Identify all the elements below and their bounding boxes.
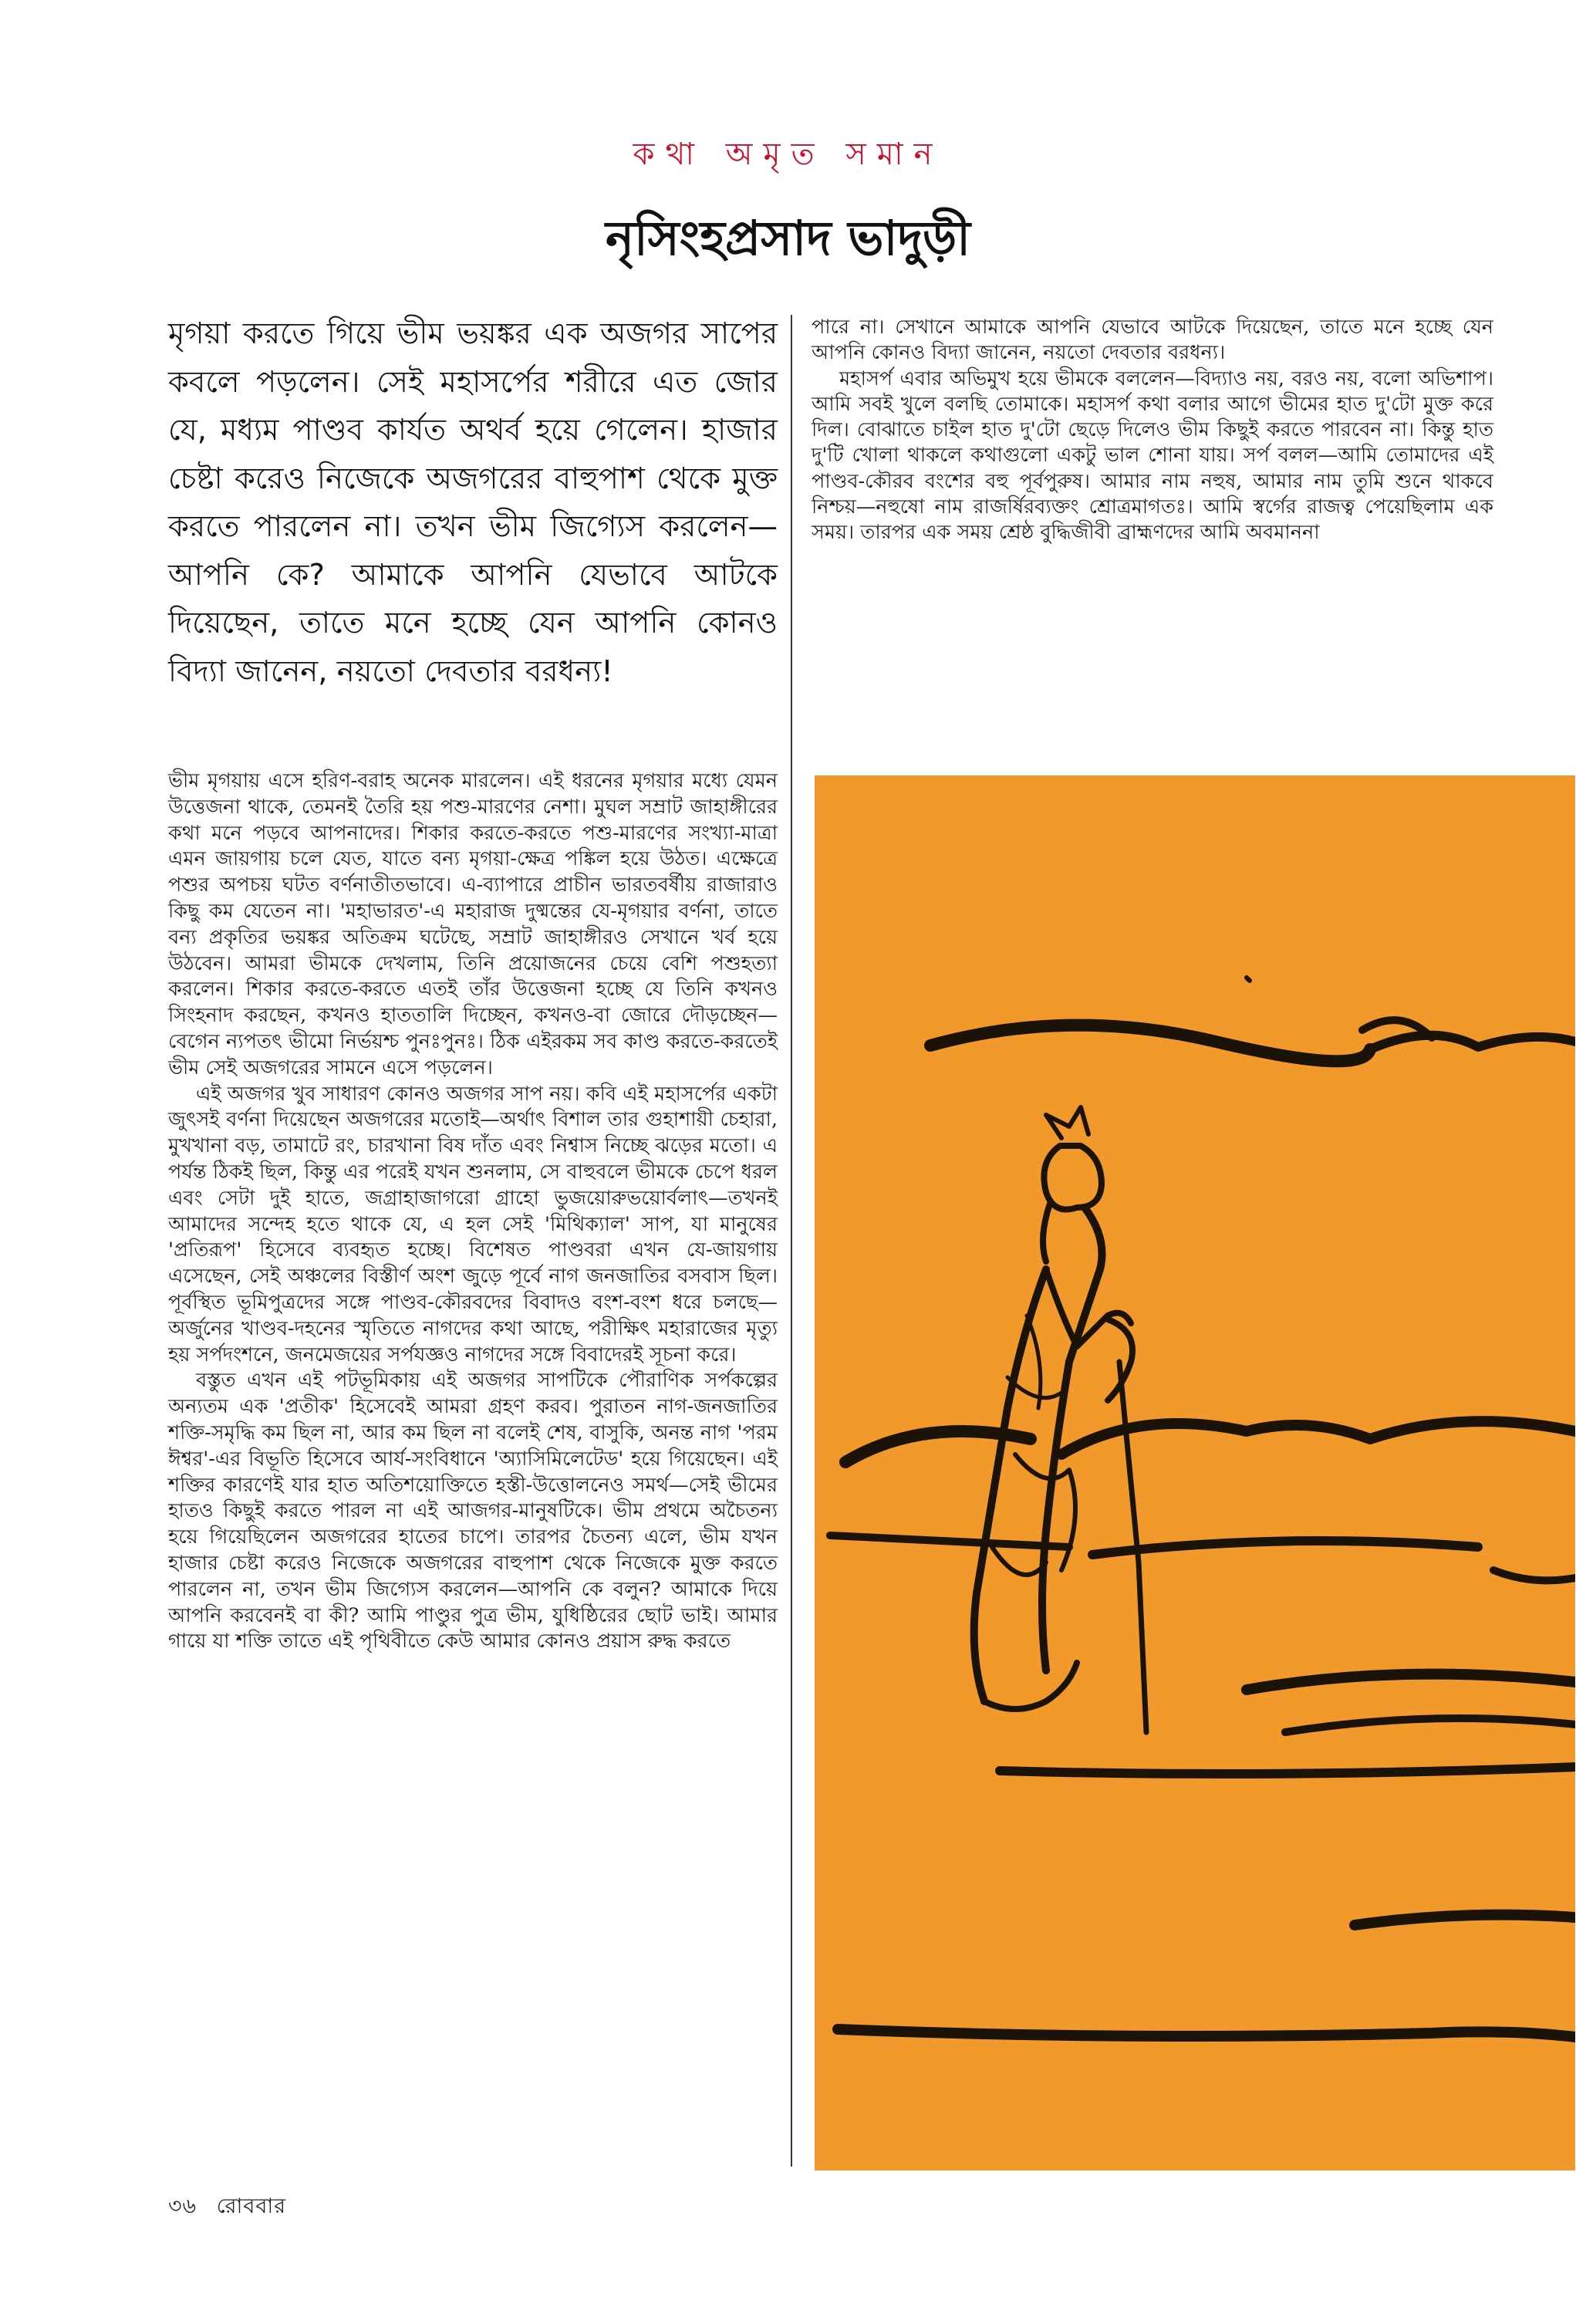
left-column-text <box>168 768 778 1655</box>
magazine-name: রোববার <box>216 2194 287 2218</box>
body-paragraph: বস্তুত এখন এই পটভূমিকায় এই অজগর সাপটিকে পৌরাণিক সর্পকল্পের অন্যতম এক 'প্রতীক' হিসেবেই আমরা গ্রহণ করব। পুরাতন নাগ-জনজাতির শক্তি-সমৃদ্ধি কম ছিল না, আর কম ছিল না বলেই শেষ, বাসুকি, অনন্ত নাগ 'পরম ঈশ্বর'-এর বিভূতি হিসেবে আর্য-সংবিধানে 'অ্যাসিমিলেটেড' হয়ে গিয়েছেন। এই শক্তির কারণেই যার হাত অতিশয়োক্তিতে হস্তী-উত্তোলনেও সমর্থ—সেই ভীমের হাতও কিছুই করতে পারল না এই আজগর-মানুষটিকে। ভীম প্রথমে অচৈতন্য হয়ে গিয়েছিলেন অজগরের হাতের চাপে। তারপর চৈতন্য এলে, ভীম যখন হাজার চেষ্টা করেও নিজেকে অজগরের বাহুপাশ থেকে নিজেকে মুক্ত করতে পারলেন না, তখন ভীম জিগ্যেস করলেন—আপনি কে বলুন? আমাকে দিয়ে আপনি করবেনই বা কী? আমি পাণ্ডুর পুত্র ভীম, যুধিষ্ঠিরের ছোট ভাই। আমার গায়ে যা শক্তি তাতে এই পৃথিবীতে কেউ আমার কোনও প্রয়াস রুদ্ধ করতে <box>168 1369 778 1653</box>
page-number: ৩৬ <box>168 2194 197 2218</box>
body-paragraph: মহাসর্প এবার অভিমুখ হয়ে ভীমকে বললেন—বিদ্যাও নয়, বরও নয়, বলো অভিশাপ। আমি সবই খুলে বলছি তোমাকে। মহাসর্প কথা বলার আগে ভীমের হাত দু'টো মুক্ত করে দিল। বোঝাতে চাইল হাত দু'টো ছেড়ে দিলেও ভীম কিছুই করতে পারবেন না। কিন্তু হাত দু'টি খোলা থাকলে কথাগুলো একটু ভাল শোনা যায়। সর্প বলল—আমি তোমাদের এই পাণ্ডব-কৌরব বংশের বহু পূর্বপুরুষ। আমার নাম নহুষ, আমার নাম তুমি শুনে থাকবে নিশ্চয়—নহুষো নাম রাজর্ষিরব্যক্তং শ্রোত্রমাগতঃ। আমি স্বর্গের রাজত্ব পেয়েছিলাম এক সময়। তারপর এক সময় শ্রেষ্ঠ বুদ্ধিজীবী ব্রাহ্মণদের আমি অবমাননা <box>812 367 1493 545</box>
body-paragraph: পারে না। সেখানে আমাকে আপনি যেভাবে আটকে দিয়েছেন, তাতে মনে হচ্ছে যেন আপনি কোনও বিদ্যা জানেন, নয়তো দেবতার বরধন্য। <box>812 316 1493 365</box>
section-label: কথা অমৃত সমান <box>633 137 943 172</box>
page-footer <box>168 2191 299 2225</box>
body-paragraph: ভীম মৃগয়ায় এসে হরিণ-বরাহ অনেক মারলেন। এই ধরনের মৃগয়ার মধ্যে যেমন উত্তেজনা থাকে, তেমনই তৈরি হয় পশু-মারণের নেশা। মুঘল সম্রাট জাহাঙ্গীরের কথা মনে পড়বে আপনাদের। শিকার করতে-করতে পশু-মারণের সংখ্যা-মাত্রা এমন জায়গায় চলে যেত, যাতে বন্য মৃগয়া-ক্ষেত্র পঙ্কিল হয়ে উঠত। এক্ষেত্রে পশুর অপচয় ঘটত বর্ণনাতীতভাবে। এ-ব্যাপারে প্রাচীন ভারতবর্ষীয় রাজারাও কিছু কম যেতেন না। 'মহাভারত'-এ মহারাজ দুষ্মন্তের যে-মৃগয়ার বর্ণনা, তাতে বন্য প্রকৃতির ভয়ঙ্কর অতিক্রম ঘটেছে, সম্রাট জাহাঙ্গীরও সেখানে খর্ব হয়ে উঠবেন। আমরা ভীমকে দেখলাম, তিনি প্রয়োজনের চেয়ে বেশি পশুহত্যা করলেন। শিকার করতে-করতে এতই তাঁর উত্তেজনা হচ্ছে যে তিনি কখনও সিংহনাদ করছেন, কখনও হাততালি দিচ্ছেন, কখনও-বা জোরে দৌড়চ্ছেন—বেগেন ন্যপতৎ ভীমো নির্ভয়শ্চ পুনঃপুনঃ। ঠিক এইরকম সব কাণ্ড করতে-করতেই ভীম সেই অজগরের সামনে এসে পড়লেন। <box>168 769 778 1079</box>
author-name: নৃসিংহপ্রসাদ ভাদুড়ী <box>605 210 971 266</box>
ink-sketch <box>815 775 1575 2170</box>
right-column-text <box>812 315 1493 546</box>
intro-blurb: মৃগয়া করতে গিয়ে ভীম ভয়ঙ্কর এক অজগর সাপের কবলে পড়লেন। সেই মহাসর্পের শরীরে এত জোর যে, মধ্যম পাণ্ডব কার্যত অথর্ব হয়ে গেলেন। হাজার চেষ্টা করেও নিজেকে অজগরের বাহুপাশ থেকে মুক্ত করতে পারলেন না। তখন ভীম জিগ্যেস করলেন—আপনি কে? আমাকে আপনি যেভাবে আটকে দিয়েছেন, তাতে মনে হচ্ছে যেন আপনি কোনও বিদ্যা জানেন, নয়তো দেবতার বরধন্য! <box>168 316 778 689</box>
bhima-illustration <box>815 775 1575 2170</box>
column-divider <box>791 315 792 2167</box>
body-paragraph: এই অজগর খুব সাধারণ কোনও অজগর সাপ নয়। কবি এই মহাসর্পের একটা জুৎসই বর্ণনা দিয়েছেন অজগরের মতোই—অর্থাৎ বিশাল তার গুহাশায়ী চেহারা, মুখখানা বড়, তামাটে রং, চারখানা বিষ দাঁত এবং নিশ্বাস নিচ্ছে ঝড়ের মতো। এ পর্যন্ত ঠিকই ছিল, কিন্তু এর পরেই যখন শুনলাম, সে বাহুবলে ভীমকে চেপে ধরল এবং সেটা দুই হাতে, জগ্রাহাজাগরো গ্রাহো ভুজয়োরুভয়োর্বলাৎ—তখনই আমাদের সন্দেহ হতে থাকে যে, এ হল সেই 'মিথিক্যাল' সাপ, যা মানুষের 'প্রতিরূপ' হিসেবে ব্যবহৃত হচ্ছে। বিশেষত পাণ্ডবরা এখন যে-জায়গায় এসেছেন, সেই অঞ্চলের বিস্তীর্ণ অংশ জুড়ে পূর্বে নাগ জনজাতির বসবাস ছিল। পূর্বস্থিত ভূমিপুত্রদের সঙ্গে পাণ্ডব-কৌরবদের বিবাদও বংশ-বংশ ধরে চলছে—অর্জুনের খাণ্ডব-দহনের স্মৃতিতে নাগদের কথা আছে, পরীক্ষিৎ মহারাজের মৃত্যু হয় সর্পদংশনে, জনমেজয়ের সর্পযজ্ঞও নাগদের সঙ্গে বিবাদেরই সূচনা করে। <box>168 1082 778 1366</box>
